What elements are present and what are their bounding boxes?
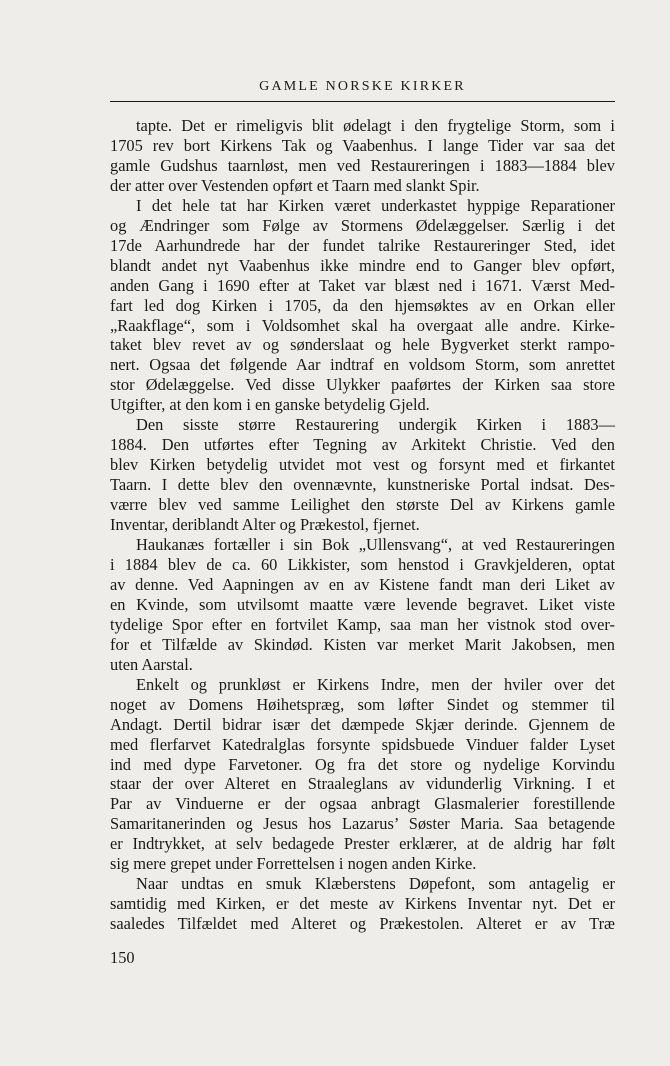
text-line: samtidig med Kirken, er det meste av Kirkens Inventar nyt. Det er xyxy=(110,894,615,914)
text-line: „Raakflage“, som i Voldsomhet skal ha overgaat alle andre. Kirke- xyxy=(110,315,615,335)
text-line: sig mere grepet under Forrettelsen i nogen anden Kirke. xyxy=(110,854,477,874)
text-line: tydelige Spor efter en fortvilet Kamp, saa man her vistnok stod over- xyxy=(110,614,615,634)
text-line: staar der over Alteret en Straaleglans av vidunderlig Virkning. I et xyxy=(110,774,615,794)
text-line: Andagt. Dertil bidrar især det dæmpede Skjær derinde. Gjennem de xyxy=(110,714,615,734)
text-line: 1705 rev bort Kirkens Tak og Vaabenhus. I lange Tider var saa det xyxy=(110,135,615,155)
text-line: I det hele tat har Kirken været underkastet hyppige Reparationer xyxy=(136,195,615,215)
text-line: Utgifter, at den kom i en ganske betydelig Gjeld. xyxy=(110,395,430,415)
page-number: 150 xyxy=(110,948,135,967)
text-line: taket blev revet av og sønderslaat og hele Bygverket sterkt rampo- xyxy=(110,335,615,355)
text-line: Den sisste større Restaurering undergik Kirken i 1883— xyxy=(136,415,615,435)
body-text xyxy=(110,116,615,934)
paragraph xyxy=(110,535,615,675)
text-line: og Ændringer som Følge av Stormens Ødelæggelser. Særlig i det xyxy=(110,215,615,235)
text-line: av denne. Ved Aapningen av en av Kistene fandt man deri Liket av xyxy=(110,574,615,594)
text-line: blandt andet nyt Vaabenhus ikke mindre end to Ganger blev opført, xyxy=(110,255,615,275)
text-line: stor Ødelæggelse. Ved disse Ulykker paaførtes der Kirken saa store xyxy=(110,375,615,395)
paragraph xyxy=(110,874,615,934)
text-line: nert. Ogsaa det følgende Aar indtraf en voldsom Storm, som anrettet xyxy=(110,355,615,375)
paragraph xyxy=(110,415,615,535)
text-line: anden Gang i 1690 efter at Taket var blæst ned i 1671. Værst Med- xyxy=(110,275,615,295)
text-line: gamle Gudshus taarnløst, men ved Restaureringen i 1883—1884 blev xyxy=(110,155,615,175)
text-line: noget av Domens Høihetspræg, som løfter Sindet og stemmer til xyxy=(110,694,615,714)
running-head: GAMLE NORSKE KIRKER xyxy=(259,79,466,94)
text-line: blev Kirken betydelig utvidet mot vest og forsynt med et firkantet xyxy=(110,455,615,475)
text-line: uten Aarstal. xyxy=(110,654,193,674)
text-line: tapte. Det er rimeligvis blit ødelagt i den frygtelige Storm, som i xyxy=(136,116,615,135)
text-line: for et Tilfælde av Skindød. Kisten var merket Marit Jakobsen, men xyxy=(110,634,615,654)
paragraph xyxy=(110,196,615,415)
text-line: Samaritanerinden og Jesus hos Lazarus’ Søster Maria. Saa betagende xyxy=(110,814,615,834)
text-line: der atter over Vestenden opført et Taarn med slankt Spir. xyxy=(110,175,480,195)
text-line: ind med dype Farvetoner. Og fra det store og nydelige Korvindu xyxy=(110,754,615,774)
text-line: Enkelt og prunkløst er Kirkens Indre, men der hviler over det xyxy=(136,674,615,694)
text-line: Inventar, deriblandt Alter og Prækestol, fjernet. xyxy=(110,515,420,535)
text-line: værre blev ved samme Leilighet den største Del av Kirkens gamle xyxy=(110,495,615,515)
text-line: Taarn. I dette blev den ovennævnte, kunstneriske Portal indsat. Des- xyxy=(110,475,615,495)
text-line: i 1884 blev de ca. 60 Likkister, som henstod i Gravkjelderen, optat xyxy=(110,554,615,574)
text-line: 1884. Den utførtes efter Tegning av Arkitekt Christie. Ved den xyxy=(110,435,615,455)
paragraph xyxy=(110,116,615,196)
text-line: 17de Aarhundrede har der fundet talrike Restaureringer Sted, idet xyxy=(110,235,615,255)
text-line: Naar undtas en smuk Klæberstens Døpefont, som antagelig er xyxy=(136,874,615,894)
text-line: Par av Vinduerne er der ogsaa anbragt Glasmalerier forestillende xyxy=(110,794,615,814)
text-line: en Kvinde, som utvilsomt maatte være levende begravet. Liket viste xyxy=(110,594,615,614)
text-line: fart led dog Kirken i 1705, da den hjemsøktes av en Orkan eller xyxy=(110,295,615,315)
paragraph xyxy=(110,675,615,875)
text-line: er Indtrykket, at selv bedagede Prester erklærer, at de aldrig har følt xyxy=(110,834,615,854)
header-rule xyxy=(110,101,615,102)
text-line: med flerfarvet Katedralglas forsynte spidsbuede Vinduer falder Lyset xyxy=(110,734,615,754)
text-line: saaledes Tilfældet med Alteret og Prækestolen. Alteret er av Træ xyxy=(110,914,615,934)
text-line: Haukanæs fortæller i sin Bok „Ullensvang“, at ved Restaureringen xyxy=(136,535,615,555)
